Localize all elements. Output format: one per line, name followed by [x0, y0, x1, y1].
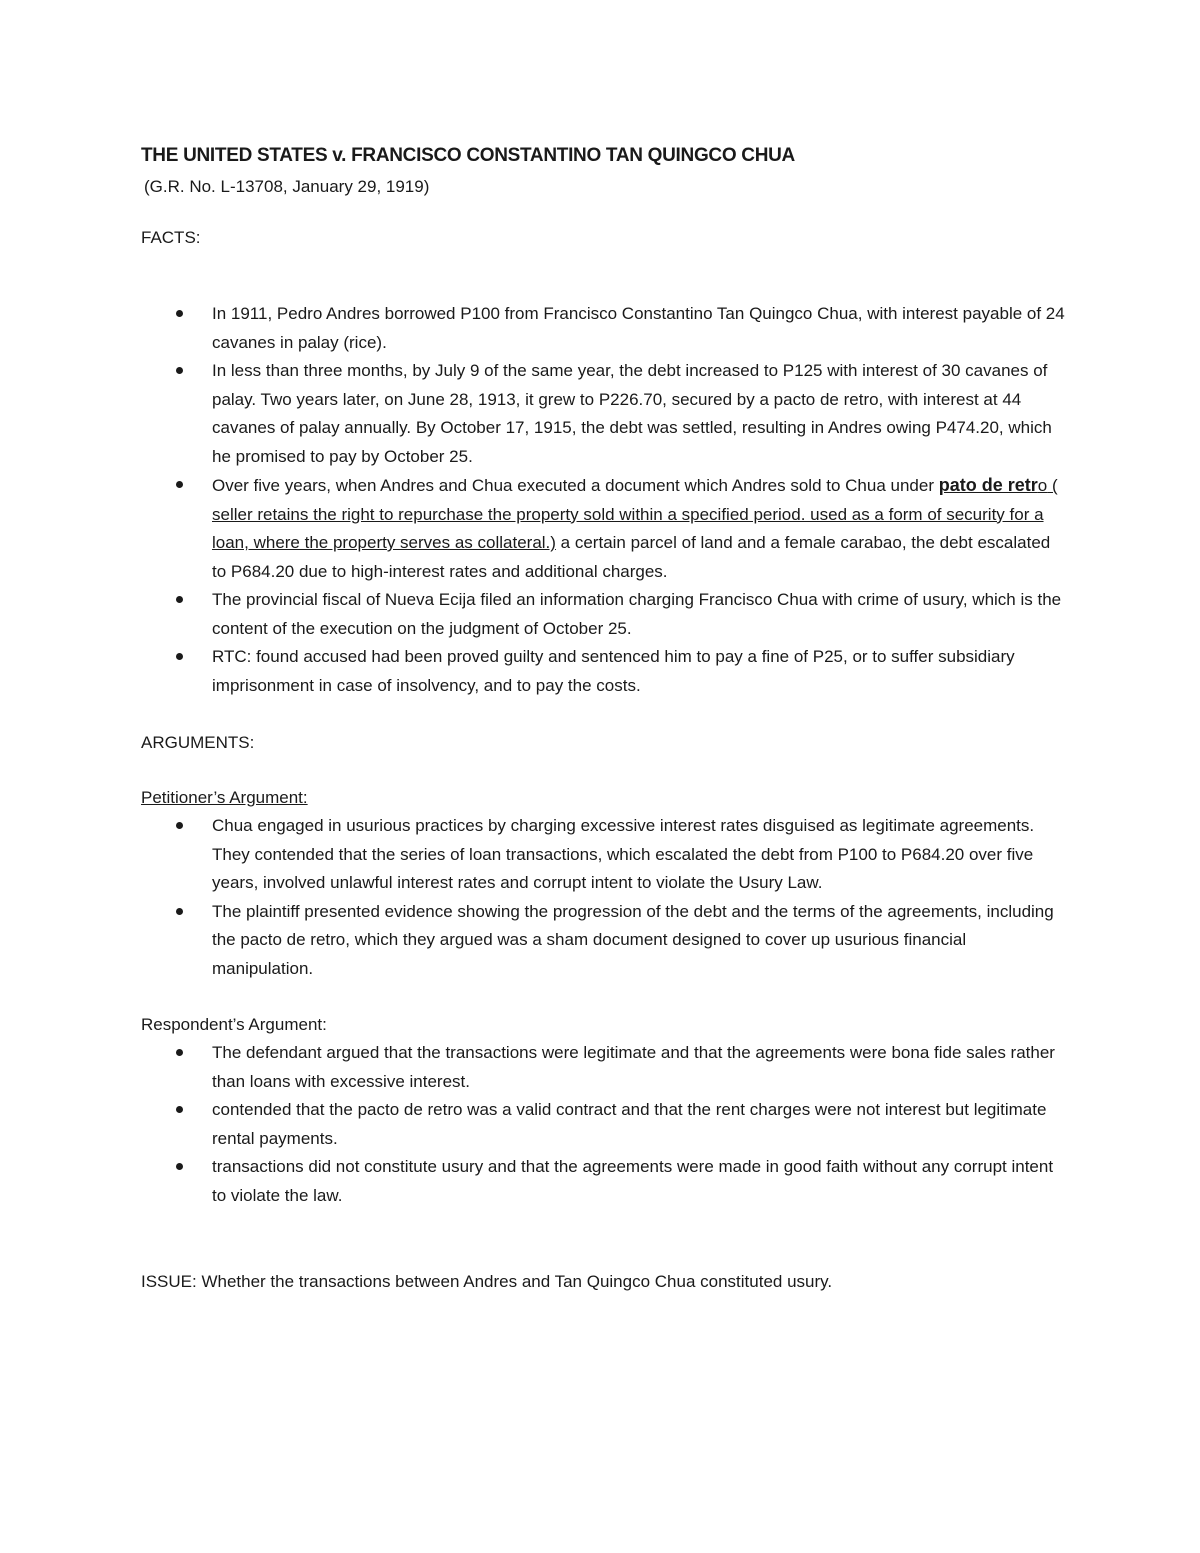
- facts-heading: FACTS:: [141, 228, 201, 247]
- document-page: [141, 140, 1066, 1296]
- respondent-heading: Respondent’s Argument:: [141, 1015, 327, 1034]
- pato-de-retro-definition: ( seller retains the right to repurchase the property sold within a specified period. used as a form of security for a loan, where the property serves as collateral.): [212, 476, 1058, 552]
- petitioner-heading: Petitioner’s Argument:: [141, 788, 308, 807]
- respondent-item: The defendant argued that the transactions were legitimate and that the agreements were bona fide sales rather than loans with excessive interest.: [212, 1039, 1066, 1096]
- issue-statement: ISSUE: Whether the transactions between Andres and Tan Quingco Chua constituted usury.: [141, 1272, 833, 1291]
- facts-list: [141, 300, 1066, 700]
- respondent-item: contended that the pacto de retro was a valid contract and that the rent charges were not interest but legitimate rental payments.: [212, 1096, 1066, 1153]
- facts-item: The provincial fiscal of Nueva Ecija filed an information charging Francisco Chua with crime of usury, which is the content of the execution on the judgment of October 25.: [212, 586, 1066, 643]
- pato-de-retro-term: pato de retro ( seller retains the right to repurchase the property sold within a specified period. used as a form of security for a loan, where the property serves as collateral.): [212, 475, 1058, 552]
- facts-item: In 1911, Pedro Andres borrowed P100 from Francisco Constantino Tan Quingco Chua, with interest payable of 24 cavanes in palay (rice).: [212, 300, 1066, 357]
- facts-item-pacto: [212, 471, 1066, 586]
- petitioner-list: [141, 812, 1066, 983]
- respondent-list: [141, 1039, 1066, 1210]
- facts-item: RTC: found accused had been proved guilty and sentenced him to pay a fine of P25, or to suffer subsidiary imprisonment in case of insolvency, and to pay the costs.: [212, 643, 1066, 700]
- facts-item-text: a certain parcel of land and a female carabao, the debt escalated to P684.20 due to high-interest rates and additional charges.: [212, 533, 1051, 581]
- case-title: THE UNITED STATES v. FRANCISCO CONSTANTINO TAN QUINGCO CHUA: [141, 145, 795, 166]
- respondent-item: transactions did not constitute usury and that the agreements were made in good faith without any corrupt intent to violate the law.: [212, 1153, 1066, 1210]
- arguments-heading: ARGUMENTS:: [141, 733, 255, 752]
- petitioner-item: The plaintiff presented evidence showing the progression of the debt and the terms of the agreements, including the pacto de retro, which they argued was a sham document designed to cover up usurious financial manipulation.: [212, 898, 1066, 984]
- case-citation: (G.R. No. L-13708, January 29, 1919): [144, 177, 430, 196]
- petitioner-item: Chua engaged in usurious practices by charging excessive interest rates disguised as legitimate agreements. They contended that the series of loan transactions, which escalated the debt from P100 to P684.20 over five years, involved unlawful interest rates and corrupt intent to violate the Usury Law.: [212, 812, 1066, 898]
- facts-item: In less than three months, by July 9 of the same year, the debt increased to P125 with interest of 30 cavanes of palay. Two years later, on June 28, 1913, it grew to P226.70, secured by a pacto de retro, with interest at 44 cavanes of palay annually. By October 17, 1915, the debt was settled, resulting in Andres owing P474.20, which he promised to pay by October 25.: [212, 357, 1066, 471]
- facts-item-text: Over five years, when Andres and Chua executed a document which Andres sold to Chua under: [212, 476, 939, 495]
